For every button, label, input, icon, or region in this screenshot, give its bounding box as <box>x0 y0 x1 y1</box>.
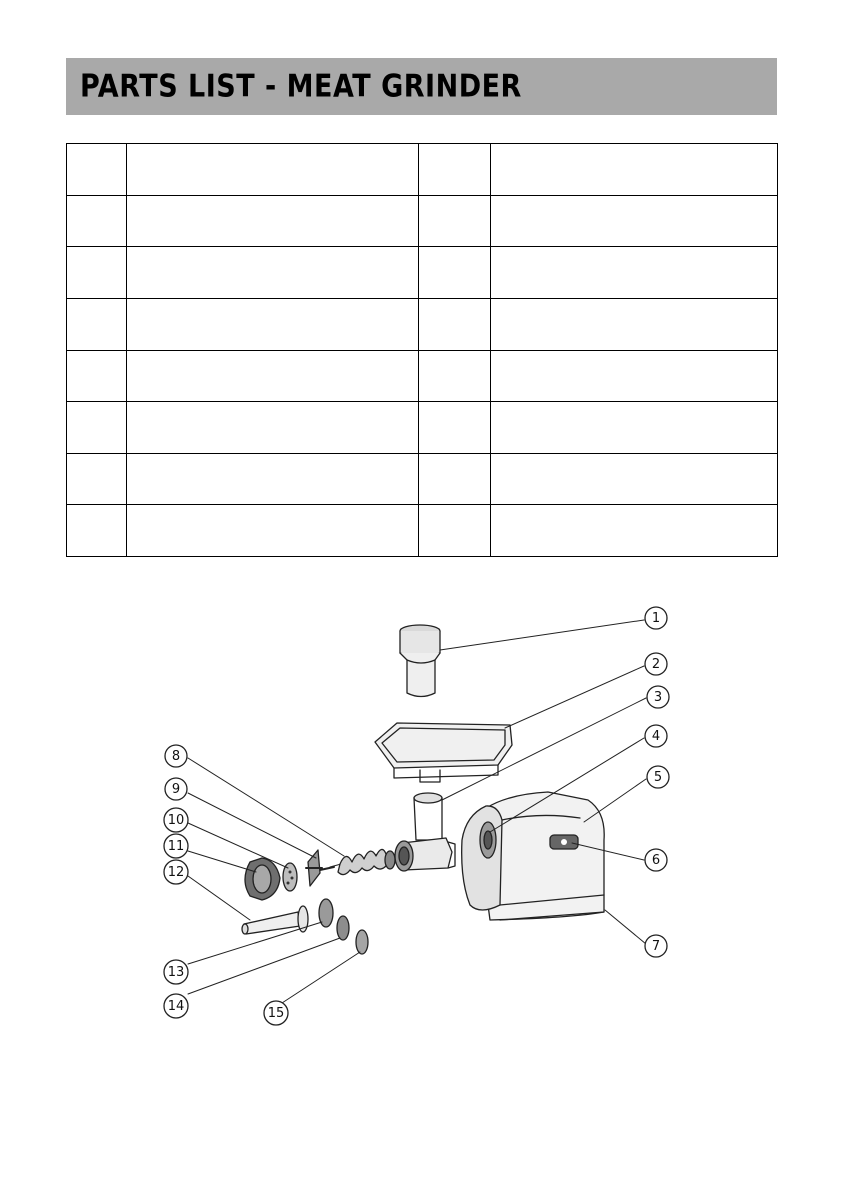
callout-12 <box>164 860 188 884</box>
part-name-cell <box>127 453 419 505</box>
part-number-cell <box>419 247 491 299</box>
callout-5-label: 5 <box>653 770 663 785</box>
part-name-cell <box>491 195 778 247</box>
callout-15-label: 15 <box>267 1006 285 1021</box>
callout-4-label: 4 <box>651 729 661 744</box>
table-row <box>67 298 778 350</box>
part-number-cell <box>67 247 127 299</box>
part-number-cell <box>419 505 491 557</box>
auger-screw <box>320 849 395 874</box>
part-name-cell <box>127 195 419 247</box>
ring-nut <box>245 858 280 900</box>
part-number-cell <box>67 298 127 350</box>
callout-14 <box>164 994 188 1018</box>
callout-11-label: 11 <box>167 839 185 854</box>
table-row <box>67 402 778 454</box>
table-row <box>67 247 778 299</box>
callout-8-label: 8 <box>171 749 181 764</box>
part-name-cell <box>491 402 778 454</box>
part-number-cell <box>419 350 491 402</box>
food-pusher <box>400 625 440 697</box>
table-row <box>67 350 778 402</box>
part-name-cell <box>127 350 419 402</box>
callout-6-label: 6 <box>651 853 661 868</box>
callout-7-label: 7 <box>651 939 661 954</box>
plate-14 <box>337 916 349 940</box>
callout-2-label: 2 <box>651 657 661 672</box>
part-name-cell <box>127 505 419 557</box>
grinding-head <box>395 793 455 871</box>
table-row <box>67 144 778 196</box>
feeding-tray <box>375 723 512 782</box>
plate-15 <box>356 930 368 954</box>
callout-3-label: 3 <box>653 690 663 705</box>
callout-9 <box>165 778 187 800</box>
cutting-blade <box>306 850 322 886</box>
part-name-cell <box>491 144 778 196</box>
parts-table <box>66 143 778 557</box>
part-name-cell <box>127 144 419 196</box>
table-row <box>67 505 778 557</box>
exploded-diagram <box>150 590 710 1030</box>
part-number-cell <box>419 195 491 247</box>
part-number-cell <box>419 144 491 196</box>
page-title: PARTS LIST - MEAT GRINDER <box>80 68 522 105</box>
callout-1 <box>645 607 667 629</box>
part-name-cell <box>491 505 778 557</box>
part-number-cell <box>67 505 127 557</box>
part-number-cell <box>67 195 127 247</box>
callout-6 <box>645 849 667 871</box>
callout-15 <box>264 1001 288 1025</box>
part-number-cell <box>419 453 491 505</box>
callout-7 <box>645 935 667 957</box>
part-name-cell <box>491 247 778 299</box>
callout-9-label: 9 <box>171 782 181 797</box>
table-row <box>67 195 778 247</box>
part-name-cell <box>491 453 778 505</box>
motor-housing <box>462 792 605 920</box>
part-number-cell <box>67 453 127 505</box>
part-name-cell <box>127 402 419 454</box>
part-name-cell <box>127 298 419 350</box>
callout-3 <box>647 686 669 708</box>
title-bar <box>66 58 777 115</box>
part-name-cell <box>127 247 419 299</box>
callout-13-label: 13 <box>167 965 185 980</box>
part-number-cell <box>419 298 491 350</box>
callout-10 <box>164 808 188 832</box>
callout-14-label: 14 <box>167 999 185 1014</box>
callout-4 <box>645 725 667 747</box>
part-number-cell <box>67 402 127 454</box>
part-number-cell <box>419 402 491 454</box>
callout-1-label: 1 <box>651 611 661 626</box>
callout-8 <box>165 745 187 767</box>
callout-12-label: 12 <box>167 865 185 880</box>
part-number-cell <box>67 350 127 402</box>
callout-10-label: 10 <box>167 813 185 828</box>
callout-2 <box>645 653 667 675</box>
part-name-cell <box>491 350 778 402</box>
part-name-cell <box>491 298 778 350</box>
callout-11 <box>164 834 188 858</box>
part-number-cell <box>67 144 127 196</box>
table-row <box>67 453 778 505</box>
callout-5 <box>647 766 669 788</box>
callout-13 <box>164 960 188 984</box>
